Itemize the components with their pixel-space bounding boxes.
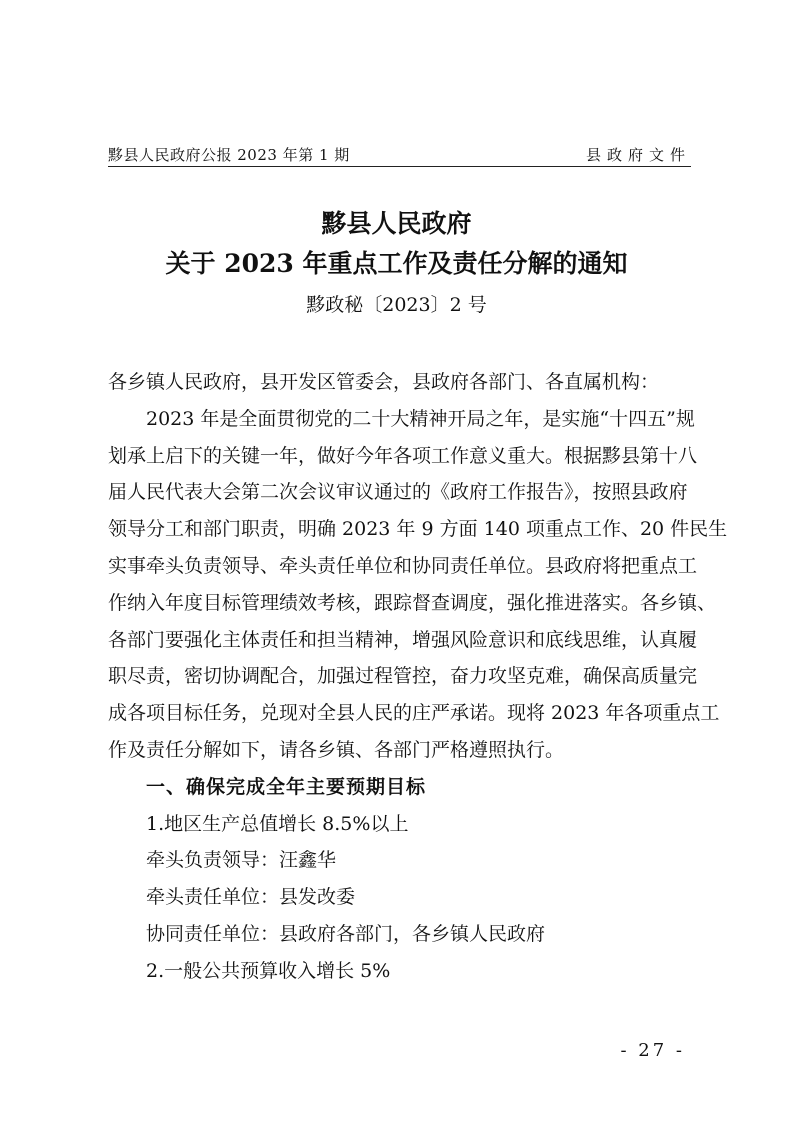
page-number: - 27 - (620, 1040, 685, 1061)
paragraph-line: 成各项目标任务，兑现对全县人民的庄严承诺。现将 2023 年各项重点工 (108, 702, 720, 725)
paragraph-line: 各部门要强化主体责任和担当精神，增强风险意识和底线思维，认真履 (108, 628, 698, 651)
paragraph-line: 作及责任分解如下，请各乡镇、各部门严格遵照执行。 (108, 738, 565, 761)
paragraph-line: 实事牵头负责领导、牵头责任单位和协同责任单位。县政府将把重点工 (108, 554, 698, 577)
salutation: 各乡镇人民政府，县开发区管委会，县政府各部门、各直属机构： (108, 371, 660, 393)
paragraph-line: 作纳入年度目标管理绩效考核，跟踪督查调度，强化推进落实。各乡镇、 (108, 591, 717, 614)
notice-title: 关于 2023 年重点工作及责任分解的通知 (165, 249, 628, 278)
paragraph-line: 2023 年是全面贯彻党的二十大精神开局之年，是实施“十四五”规 (146, 407, 695, 430)
title-block (0, 204, 793, 322)
paragraph-line: 领导分工和部门职责，明确 2023 年 9 方面 140 项重点工作、20 件民生 (108, 518, 728, 541)
document-category-label: 县政府文件 (585, 146, 691, 164)
page-header (108, 144, 691, 167)
paragraph-line: 划承上启下的关键一年，做好今年各项工作意义重大。根据黟县第十八 (108, 444, 698, 467)
lead-unit: 牵头责任单位：县发改委 (146, 886, 356, 909)
item-title: 2.一般公共预算收入增长 5% (146, 959, 391, 982)
cooperating-units: 协同责任单位：县政府各部门，各乡镇人民政府 (146, 922, 546, 945)
intro-paragraph (108, 401, 728, 769)
section-heading: 一、确保完成全年主要预期目标 (146, 775, 427, 798)
body-text (108, 364, 728, 990)
paragraph-line: 届人民代表大会第二次会议审议通过的《政府工作报告》，按照县政府 (108, 481, 688, 504)
document-number: 黟政秘〔2023〕2 号 (306, 294, 487, 316)
lead-leader: 牵头负责领导：汪鑫华 (146, 849, 337, 872)
issuer-title: 黟县人民政府 (321, 209, 472, 238)
paragraph-line: 职尽责，密切协调配合，加强过程管控，奋力攻坚克难，确保高质量完 (108, 665, 698, 688)
gazette-issue-label: 黟县人民政府公报 2023 年第 1 期 (108, 146, 350, 164)
item-title: 1.地区生产总值增长 8.5%以上 (146, 812, 409, 835)
